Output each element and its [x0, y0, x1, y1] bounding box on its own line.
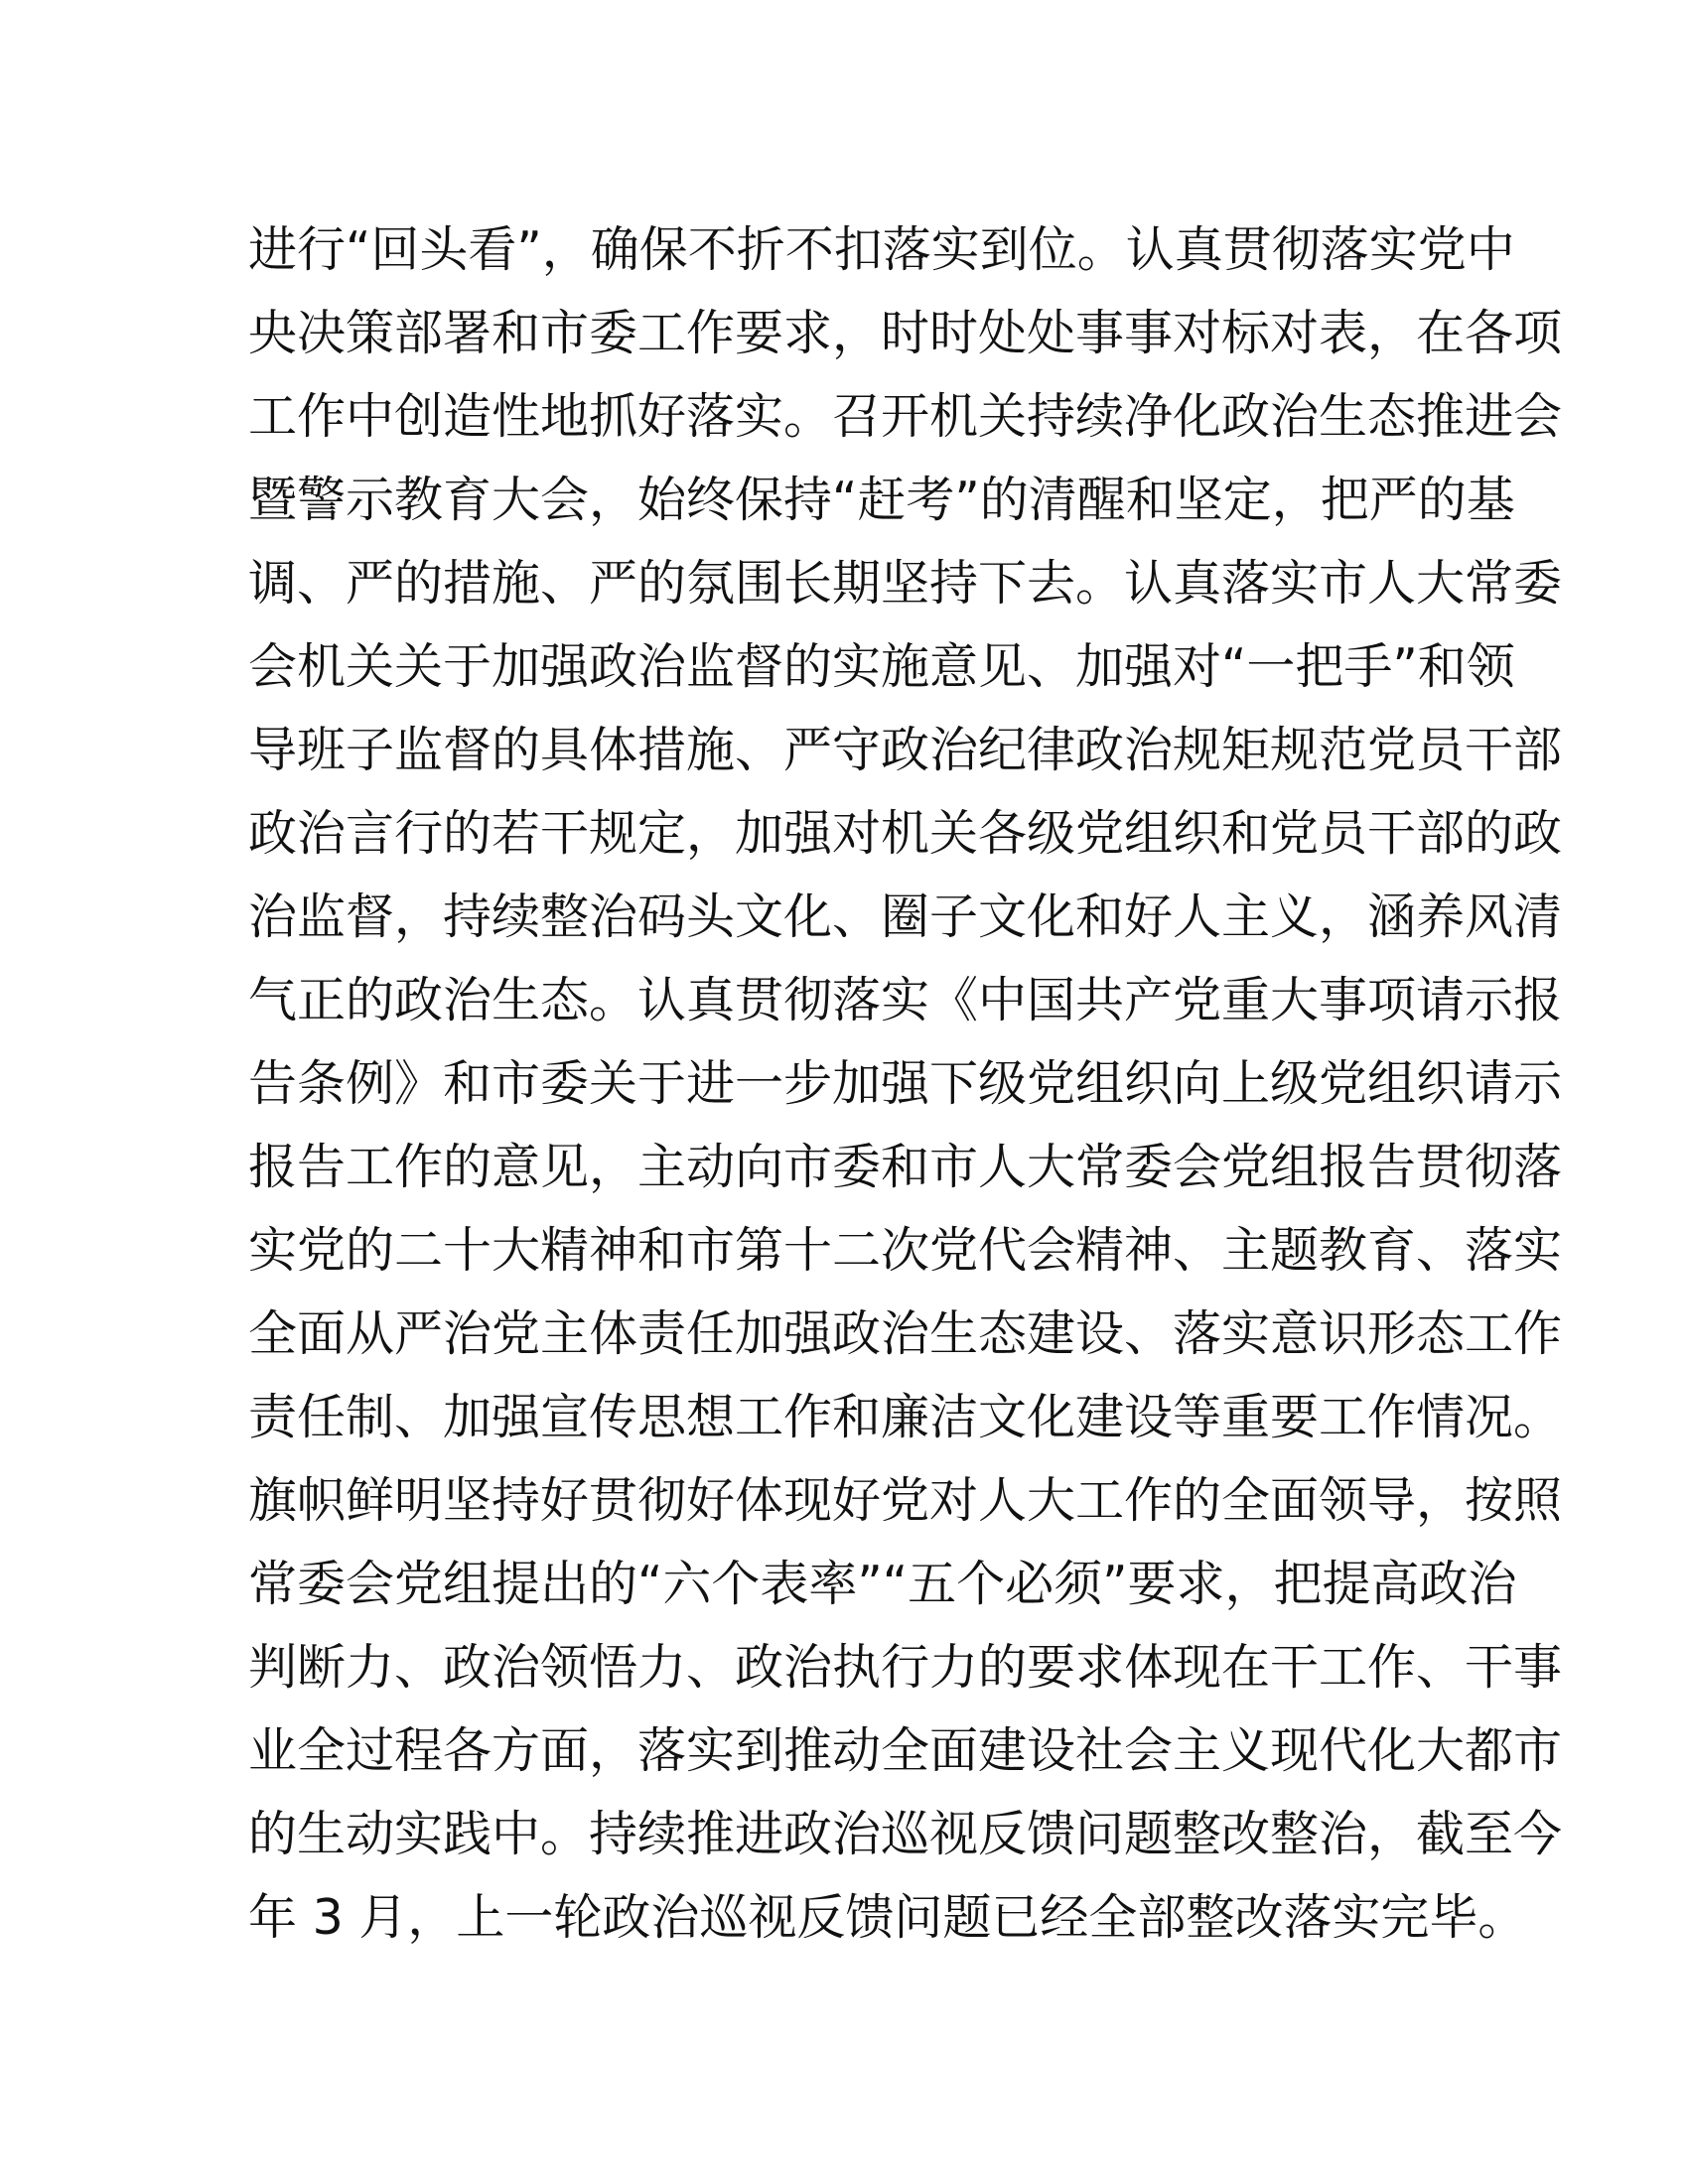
- text-line-8: 政治言行的若干规定，加强对机关各级党组织和党员干部的政: [248, 805, 1563, 862]
- text-line-11: 告条例》和市委关于进一步加强下级党组织向上级党组织请示: [248, 1055, 1563, 1112]
- text-line-5: 调、严的措施、严的氛围长期坚持下去。认真落实市人大常委: [248, 555, 1563, 612]
- text-line-17: 常委会党组提出的“六个表率”“五个必须”要求，把提高政治: [248, 1556, 1517, 1612]
- text-line-16: 旗帜鲜明坚持好贯彻好体现好党对人大工作的全面领导，按照: [248, 1472, 1563, 1529]
- text-line-3: 工作中创造性地抓好落实。召开机关持续净化政治生态推进会: [248, 388, 1563, 445]
- text-line-18: 判断力、政治领悟力、政治执行力的要求体现在干工作、干事: [248, 1639, 1563, 1696]
- text-line-14: 全面从严治党主体责任加强政治生态建设、落实意识形态工作: [248, 1305, 1563, 1362]
- text-line-21: 年 3 月，上一轮政治巡视反馈问题已经全部整改落实完毕。: [248, 1889, 1527, 1946]
- text-line-12: 报告工作的意见，主动向市委和市人大常委会党组报告贯彻落: [248, 1139, 1563, 1195]
- text-line-15: 责任制、加强宣传思想工作和廉洁文化建设等重要工作情况。: [248, 1389, 1563, 1445]
- text-line-4: 暨警示教育大会，始终保持“赶考”的清醒和坚定，把严的基: [248, 472, 1515, 528]
- text-line-9: 治监督，持续整治码头文化、圈子文化和好人主义，涵养风清: [248, 888, 1563, 945]
- text-line-1: 进行“回头看”，确保不折不扣落实到位。认真贯彻落实党中: [248, 221, 1515, 278]
- text-line-10: 气正的政治生态。认真贯彻落实《中国共产党重大事项请示报: [248, 972, 1563, 1028]
- text-line-19: 业全过程各方面，落实到推动全面建设社会主义现代化大都市: [248, 1722, 1563, 1779]
- text-line-2: 央决策部署和市委工作要求，时时处处事事对标对表，在各项: [248, 305, 1563, 361]
- text-line-7: 导班子监督的具体措施、严守政治纪律政治规矩规范党员干部: [248, 722, 1563, 778]
- body-text: [248, 208, 1563, 1960]
- text-line-6: 会机关关于加强政治监督的实施意见、加强对“一把手”和领: [248, 638, 1515, 695]
- text-line-13: 实党的二十大精神和市第十二次党代会精神、主题教育、落实: [248, 1222, 1563, 1279]
- text-line-20: 的生动实践中。持续推进政治巡视反馈问题整改整治，截至今: [248, 1806, 1563, 1862]
